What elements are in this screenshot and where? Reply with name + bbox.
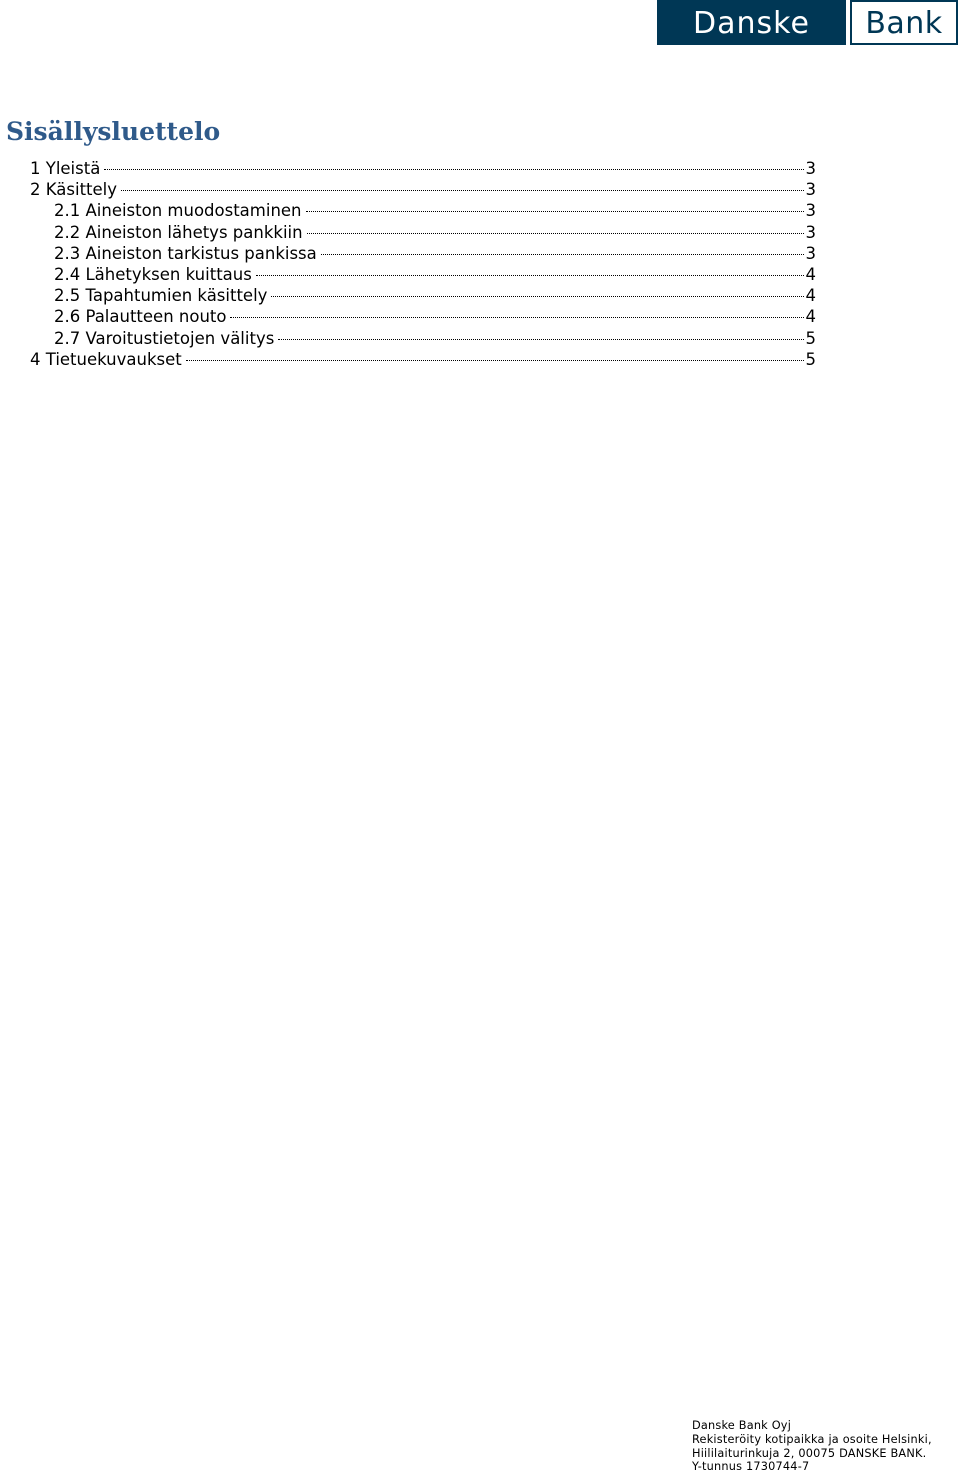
- toc-entry-label: 2.4 Lähetyksen kuittaus: [54, 264, 252, 284]
- toc-dot-leader: [306, 211, 804, 212]
- footer-company-name: Danske Bank Oyj: [692, 1419, 792, 1432]
- toc-entry-page: 3: [805, 159, 816, 178]
- table-of-contents: [30, 158, 816, 370]
- toc-entry-varoitustietojen-valitys[interactable]: [30, 328, 816, 349]
- toc-entry-label: 2.6 Palautteen nouto: [54, 307, 227, 327]
- toc-entry-page: 4: [805, 307, 816, 327]
- toc-dot-leader: [256, 275, 804, 276]
- toc-entry-label: 1 Yleistä: [30, 159, 101, 178]
- toc-entry-page: 3: [805, 243, 816, 263]
- toc-entry-page: 3: [805, 201, 816, 221]
- toc-entry-tapahtumien-kasittely[interactable]: [30, 285, 816, 306]
- toc-dot-leader: [278, 339, 803, 340]
- footer-business-id: Y-tunnus 1730744-7: [692, 1460, 810, 1474]
- toc-dot-leader: [271, 296, 803, 297]
- toc-entry-tietuekuvaukset[interactable]: [30, 349, 816, 370]
- toc-dot-leader: [186, 360, 804, 361]
- toc-dot-leader: [104, 169, 803, 170]
- toc-dot-leader: [230, 317, 803, 318]
- toc-entry-lahetyksen-kuittaus[interactable]: [30, 264, 816, 285]
- toc-entry-label: 2 Käsittely: [30, 180, 118, 200]
- toc-entry-page: 3: [805, 222, 816, 242]
- toc-entry-page: 4: [805, 264, 816, 284]
- toc-dot-leader: [121, 190, 803, 191]
- toc-entry-page: 5: [805, 328, 816, 348]
- toc-entry-aineiston-tarkistus[interactable]: [30, 243, 816, 264]
- toc-dot-leader: [307, 233, 804, 234]
- logo-bank-block: Bank: [850, 0, 958, 45]
- toc-entry-label: 2.1 Aineiston muodostaminen: [54, 201, 302, 221]
- toc-entry-label: 2.5 Tapahtumien käsittely: [54, 286, 268, 306]
- toc-dot-leader: [321, 254, 804, 255]
- toc-entry-aineiston-muodostaminen[interactable]: [30, 200, 816, 221]
- toc-entry-palautteen-nouto[interactable]: [30, 306, 816, 327]
- toc-title: Sisällysluettelo: [6, 117, 221, 146]
- toc-entry-page: 5: [805, 349, 816, 369]
- toc-entry-page: 4: [805, 286, 816, 306]
- toc-entry-page: 3: [805, 180, 816, 200]
- toc-entry-yleista[interactable]: [30, 158, 816, 179]
- logo-danske-block: Danske: [657, 0, 846, 45]
- toc-entry-aineiston-lahetys[interactable]: [30, 222, 816, 243]
- footer-address: Hiililaiturinkuja 2, 00075 DANSKE BANK.: [692, 1446, 927, 1460]
- danske-bank-logo: [657, 0, 958, 45]
- toc-entry-label: 4 Tietuekuvaukset: [30, 349, 182, 369]
- toc-entry-label: 2.7 Varoitustietojen välitys: [54, 328, 275, 348]
- company-footer: [692, 1419, 932, 1474]
- footer-registered-office: Rekisteröity kotipaikka ja osoite Helsinki,: [692, 1432, 932, 1446]
- toc-entry-label: 2.3 Aineiston tarkistus pankissa: [54, 243, 317, 263]
- toc-entry-kasittely[interactable]: [30, 179, 816, 200]
- toc-entry-label: 2.2 Aineiston lähetys pankkiin: [54, 222, 303, 242]
